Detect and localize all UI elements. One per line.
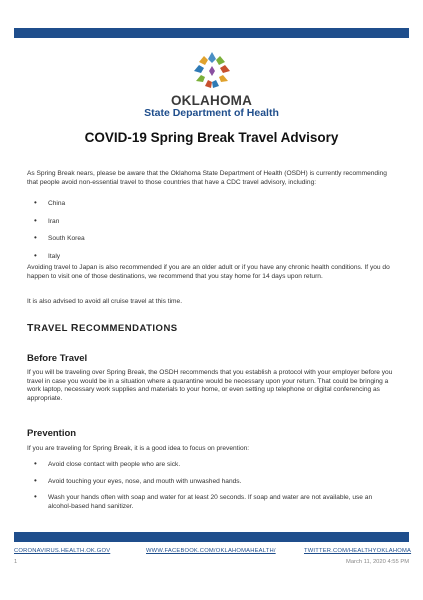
org-name: OKLAHOMA bbox=[170, 93, 253, 108]
list-item: • Iran bbox=[34, 218, 85, 236]
heading-text: ECOMMENDATIONS bbox=[78, 323, 178, 334]
travel-recommendations-heading bbox=[27, 322, 178, 334]
heading-letter: R bbox=[70, 322, 79, 334]
page-number: 1 bbox=[14, 559, 18, 565]
list-item: • China bbox=[34, 200, 85, 218]
oklahoma-health-logo bbox=[190, 50, 234, 92]
intro-paragraph: As Spring Break nears, please be aware that the Oklahoma State Department of Health (OSDH) is currently recommending that people avoid non-essential travel to those countries that have a CDC travel advisory, including: bbox=[27, 170, 387, 186]
cruise-paragraph: It is also advised to avoid all cruise travel at this time. bbox=[27, 298, 183, 305]
timestamp: March 11, 2020 4:55 PM bbox=[346, 559, 410, 565]
list-item: • Avoid touching your eyes, nose, and mouth with unwashed hands. bbox=[34, 478, 394, 487]
header-bar bbox=[14, 28, 409, 38]
twitter-link[interactable]: TWITTER.COM/HEALTHYOKLAHOMA bbox=[304, 548, 412, 554]
prevention-list bbox=[34, 461, 394, 519]
prevention-heading: Prevention bbox=[27, 428, 77, 439]
list-item: • Wash your hands often with soap and water for at least 20 seconds. If soap and water are not available, use an alcohol-based hand sanitizer. bbox=[34, 494, 394, 511]
heading-text: RAVEL bbox=[33, 323, 71, 334]
heading-letter: T bbox=[27, 322, 34, 334]
org-department: State Department of Health bbox=[144, 107, 279, 119]
japan-paragraph: Avoiding travel to Japan is also recommended if you are an older adult or if you have any chronic health conditions. If you do happen to visit one of those destinations, we recommend that you stay home for 14 days upon return. bbox=[27, 264, 390, 280]
country-list bbox=[34, 200, 85, 270]
facebook-link[interactable]: WWW.FACEBOOK.COM/OKLAHOMAHEALTH/ bbox=[146, 548, 276, 554]
footer-bar bbox=[14, 532, 409, 542]
list-item: • Italy bbox=[34, 253, 85, 271]
prevention-intro: If you are traveling for Spring Break, it is a good idea to focus on prevention: bbox=[27, 445, 250, 452]
before-travel-heading: Before Travel bbox=[27, 353, 88, 364]
list-item: • South Korea bbox=[34, 235, 85, 253]
before-travel-paragraph: If you will be traveling over Spring Break, the OSDH recommends that you establish a protocol with your employer before you travel in case you would be in a situation where a quarantine would be necessary upon your return. That could be bringing a work laptop, necessary work supplies and materials to your home, or even setting up telephone or digital conferencing as appropriate. bbox=[27, 369, 393, 402]
website-link[interactable]: CORONAVIRUS.HEALTH.OK.GOV bbox=[14, 548, 111, 554]
document-title: COVID-19 Spring Break Travel Advisory bbox=[84, 130, 339, 145]
list-item: • Avoid close contact with people who are sick. bbox=[34, 461, 394, 470]
